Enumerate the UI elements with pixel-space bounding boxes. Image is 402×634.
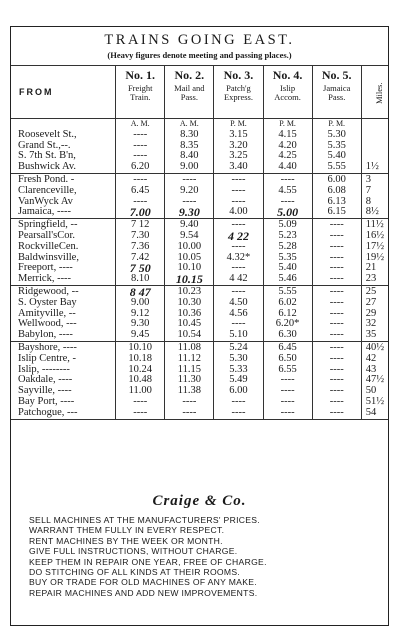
time-cell: 5.30: [312, 130, 361, 141]
train-header-5: [312, 66, 361, 119]
time-cell: ----: [116, 173, 165, 185]
time-cell: ----: [312, 341, 361, 353]
time-cell: 6.30: [263, 330, 312, 341]
time-cell: 8.40: [165, 151, 214, 162]
time-cell: ----: [214, 397, 263, 408]
time-cell: 9.54: [165, 231, 214, 242]
time-cell: ----: [312, 408, 361, 419]
train-type-line2: Accom.: [274, 92, 301, 102]
miles-cell: 17½: [361, 242, 388, 253]
time-cell: 3.15: [214, 130, 263, 141]
time-cell: 10.05: [165, 253, 214, 264]
time-cell: 6.50: [263, 354, 312, 365]
miles-cell: [361, 141, 388, 152]
time-cell: 5.09: [263, 219, 312, 231]
miles-cell: 23: [361, 274, 388, 285]
miles-cell: 11½: [361, 219, 388, 231]
miles-cell: 8½: [361, 207, 388, 218]
time-cell: ----: [263, 197, 312, 208]
miles-cell: 3: [361, 173, 388, 185]
train-type-line2: Pass.: [328, 92, 346, 102]
miles-cell: 8: [361, 197, 388, 208]
time-cell: 9.30: [116, 319, 165, 330]
time-cell: 5.35: [312, 141, 361, 152]
time-cell: ----: [263, 408, 312, 419]
time-cell: 10.48: [116, 375, 165, 386]
time-cell: ----: [116, 151, 165, 162]
time-cell: ----: [116, 397, 165, 408]
miles-cell: 1½: [361, 162, 388, 173]
train-number: No. 5.: [321, 68, 352, 82]
ampm-cell: P. M.: [263, 119, 312, 130]
time-cell: ----: [214, 408, 263, 419]
time-cell: 11.12: [165, 354, 214, 365]
time-cell: 3.40: [214, 162, 263, 173]
time-cell: 10.10: [165, 263, 214, 274]
miles-label: Miles.: [373, 82, 384, 104]
miles-cell: 50: [361, 386, 388, 397]
time-cell: ----: [116, 408, 165, 419]
station-name: Bushwick Av.: [18, 162, 77, 173]
miles-cell: 7: [361, 186, 388, 197]
time-cell: 11.08: [165, 341, 214, 353]
time-cell: 9.12: [116, 309, 165, 320]
train-type-line1: Patch'g: [226, 82, 251, 93]
time-cell: 5.40: [312, 151, 361, 162]
from-header: FROM: [11, 66, 116, 119]
timetable: [11, 65, 388, 420]
miles-cell: 40½: [361, 341, 388, 353]
time-cell: 5.46: [263, 274, 312, 285]
table-row: [11, 186, 388, 197]
time-cell: 7.36: [116, 242, 165, 253]
time-cell: 8.35: [165, 141, 214, 152]
table-row: [11, 274, 388, 285]
time-cell: ----: [214, 242, 263, 253]
time-cell: 5.55: [312, 162, 361, 173]
time-cell: 6.12: [263, 309, 312, 320]
time-cell: ----: [263, 173, 312, 185]
time-cell: 4 22: [214, 231, 263, 242]
advert-line: REPAIR MACHINES AND ADD NEW IMPROVEMENTS.: [29, 587, 258, 598]
train-header-2: [165, 66, 214, 119]
station-name: Oakdale, ----: [18, 375, 73, 386]
table-row: [11, 298, 388, 309]
station-name: Baldwinsville,: [18, 252, 79, 263]
page-subtitle: (Heavy figures denote meeting and passing places.): [107, 50, 292, 60]
train-header-4: [263, 66, 312, 119]
time-cell: ----: [263, 386, 312, 397]
time-cell: ----: [116, 141, 165, 152]
time-cell: 11.30: [165, 375, 214, 386]
time-cell: ----: [312, 263, 361, 274]
table-row: [11, 231, 388, 242]
time-cell: 6.00: [214, 386, 263, 397]
station-name: Grand St.,--.: [18, 140, 71, 151]
time-cell: 7.30: [116, 231, 165, 242]
table-row: [11, 341, 388, 353]
station-name: RockvilleCen.: [18, 241, 79, 252]
train-number: No. 3.: [223, 68, 254, 82]
miles-cell: 43: [361, 365, 388, 376]
time-cell: ----: [214, 173, 263, 185]
advert-line: KEEP THEM IN REPAIR ONE YEAR, FREE OF CHARGE.: [29, 556, 267, 567]
miles-header: [361, 66, 388, 119]
time-cell: 10.30: [165, 298, 214, 309]
advert-lines: [11, 515, 388, 598]
time-cell: ----: [214, 319, 263, 330]
time-cell: ----: [312, 298, 361, 309]
time-cell: 6.55: [263, 365, 312, 376]
time-cell: ----: [214, 285, 263, 297]
train-number: No. 4.: [272, 68, 303, 82]
station-name: Islip Centre, -: [18, 353, 77, 364]
time-cell: 8 47: [116, 285, 165, 297]
time-cell: 7 12: [116, 219, 165, 231]
time-cell: ----: [165, 173, 214, 185]
station-name: Pearsall'sCor.: [18, 230, 76, 241]
time-cell: ----: [312, 253, 361, 264]
advert-line: GIVE FULL INSTRUCTIONS, WITHOUT CHARGE.: [29, 546, 238, 557]
time-cell: 4 42: [214, 274, 263, 285]
time-cell: 3.20: [214, 141, 263, 152]
advert-line: RENT MACHINES BY THE WEEK OR MONTH.: [29, 535, 223, 546]
time-cell: 5.55: [263, 285, 312, 297]
time-cell: 6.45: [116, 186, 165, 197]
time-cell: 9.20: [165, 186, 214, 197]
table-row: [11, 219, 388, 231]
train-type-line1: Jamaica: [323, 82, 351, 93]
time-cell: ----: [214, 263, 263, 274]
time-cell: ----: [312, 319, 361, 330]
table-row: [11, 285, 388, 297]
time-cell: ----: [312, 285, 361, 297]
time-cell: ----: [312, 386, 361, 397]
train-number: No. 2.: [174, 68, 205, 82]
table-row: [11, 207, 388, 218]
time-cell: 5.24: [214, 341, 263, 353]
advert-line: BUY OR TRADE FOR OLD MACHINES OF ANY MAKE.: [29, 577, 257, 588]
miles-cell: 54: [361, 408, 388, 419]
time-cell: 9.40: [165, 219, 214, 231]
station-name: Springfield, --: [11, 219, 116, 231]
time-cell: ----: [165, 197, 214, 208]
time-cell: 11.00: [116, 386, 165, 397]
ampm-blank: [361, 119, 388, 130]
station-name: Islip, --------: [18, 364, 70, 375]
time-cell: 5.33: [214, 365, 263, 376]
table-row: [11, 197, 388, 208]
advertiser-name: Craige & Co.: [152, 493, 247, 509]
time-cell: 10.23: [165, 285, 214, 297]
station-name: VanWyck Av: [18, 196, 73, 207]
time-cell: 11.15: [165, 365, 214, 376]
time-cell: 5.00: [263, 207, 312, 218]
time-cell: ----: [214, 219, 263, 231]
station-name: Amityville, --: [18, 308, 76, 319]
ampm-blank: [11, 119, 116, 130]
time-cell: ----: [312, 231, 361, 242]
header-row: [11, 66, 388, 119]
time-cell: 6.20*: [263, 319, 312, 330]
time-cell: 8.30: [165, 130, 214, 141]
time-cell: 4.56: [214, 309, 263, 320]
time-cell: ----: [312, 330, 361, 341]
station-name: Freeport, ----: [18, 263, 73, 274]
time-cell: 5.49: [214, 375, 263, 386]
time-cell: 6.13: [312, 197, 361, 208]
ampm-cell: P. M.: [214, 119, 263, 130]
time-cell: 7 50: [116, 263, 165, 274]
train-type-line1: Islip: [280, 82, 296, 93]
time-cell: ----: [312, 354, 361, 365]
time-cell: 7.42: [116, 253, 165, 264]
train-type-line2: Train.: [130, 92, 151, 102]
time-cell: 4.50: [214, 298, 263, 309]
advert-line: DO STITCHING OF ALL KINDS AT THEIR ROOMS.: [29, 567, 241, 578]
time-cell: 4.00: [214, 207, 263, 218]
miles-cell: 32: [361, 319, 388, 330]
time-cell: 8.10: [116, 274, 165, 285]
train-header-3: [214, 66, 263, 119]
time-cell: 10.10: [116, 341, 165, 353]
ampm-cell: A. M.: [116, 119, 165, 130]
table-row: [11, 397, 388, 408]
miles-cell: 42: [361, 354, 388, 365]
table-row: [11, 375, 388, 386]
time-cell: 5.35: [263, 253, 312, 264]
page-title: TRAINS GOING EAST.: [104, 32, 295, 48]
table-row: [11, 365, 388, 376]
time-cell: 6.15: [312, 207, 361, 218]
advertisement: [11, 493, 388, 598]
ampm-cell: P. M.: [312, 119, 361, 130]
miles-cell: 47½: [361, 375, 388, 386]
time-cell: 5.28: [263, 242, 312, 253]
time-cell: 4.25: [263, 151, 312, 162]
table-row: [11, 151, 388, 162]
station-name: Babylon, ----: [18, 330, 73, 341]
ampm-cell: A. M.: [165, 119, 214, 130]
station-name: Bay Port, ----: [18, 396, 75, 407]
time-cell: 9.00: [116, 298, 165, 309]
table-row: [11, 242, 388, 253]
time-cell: ----: [312, 397, 361, 408]
time-cell: ----: [165, 408, 214, 419]
advert-line: SELL MACHINES AT THE MANUFACTURERS' PRICES.: [29, 515, 261, 525]
table-row: [11, 253, 388, 264]
time-cell: 9.45: [116, 330, 165, 341]
table-row: [11, 263, 388, 274]
table-row: [11, 173, 388, 185]
time-cell: ----: [312, 242, 361, 253]
station-name: S. 7th St. B'n,: [18, 151, 76, 162]
time-cell: 10.24: [116, 365, 165, 376]
time-cell: ----: [312, 219, 361, 231]
time-cell: 4.15: [263, 130, 312, 141]
time-cell: ----: [312, 365, 361, 376]
time-cell: 9.00: [165, 162, 214, 173]
time-cell: 4.40: [263, 162, 312, 173]
time-cell: 3.25: [214, 151, 263, 162]
table-row: [11, 309, 388, 320]
time-cell: 11.38: [165, 386, 214, 397]
station-name: Patchogue, ---: [11, 408, 116, 419]
miles-cell: 51½: [361, 397, 388, 408]
time-cell: 10.45: [165, 319, 214, 330]
time-cell: 5.40: [263, 263, 312, 274]
timetable-page: [10, 26, 389, 626]
train-type-line2: Express.: [223, 92, 253, 102]
time-cell: ----: [263, 397, 312, 408]
time-cell: 6.45: [263, 341, 312, 353]
train-number: No. 1.: [125, 68, 156, 82]
table-row: [11, 330, 388, 341]
miles-cell: 19½: [361, 253, 388, 264]
time-cell: ----: [165, 397, 214, 408]
time-cell: ----: [116, 130, 165, 141]
time-cell: 4.32*: [214, 253, 263, 264]
time-cell: ----: [116, 197, 165, 208]
time-cell: 5.30: [214, 354, 263, 365]
train-type-line1: Freight: [127, 82, 153, 93]
time-cell: 4.20: [263, 141, 312, 152]
time-cell: 6.08: [312, 186, 361, 197]
table-row: [11, 162, 388, 173]
time-cell: 6.20: [116, 162, 165, 173]
station-name: Jamaica, ----: [18, 207, 72, 218]
ampm-row: [11, 119, 388, 130]
time-cell: 10.00: [165, 242, 214, 253]
time-cell: ----: [214, 197, 263, 208]
miles-cell: 35: [361, 330, 388, 341]
time-cell: ----: [312, 375, 361, 386]
miles-cell: [361, 151, 388, 162]
table-row: [11, 141, 388, 152]
table-row: [11, 386, 388, 397]
time-cell: 10.36: [165, 309, 214, 320]
miles-cell: [361, 130, 388, 141]
time-cell: ----: [312, 274, 361, 285]
station-name: Sayville, ----: [18, 386, 72, 397]
miles-cell: 16½: [361, 231, 388, 242]
time-cell: 5.23: [263, 231, 312, 242]
station-name: Bayshore, ----: [11, 341, 116, 353]
train-header-1: [116, 66, 165, 119]
time-cell: 10.15: [165, 274, 214, 285]
timetable-body: [11, 119, 388, 420]
time-cell: ----: [312, 309, 361, 320]
table-row: [11, 354, 388, 365]
station-name: Clarenceville,: [18, 185, 77, 196]
table-row: [11, 130, 388, 141]
miles-cell: 25: [361, 285, 388, 297]
miles-cell: 21: [361, 263, 388, 274]
time-cell: 7.00: [116, 207, 165, 218]
miles-cell: 29: [361, 309, 388, 320]
miles-cell: 27: [361, 298, 388, 309]
station-name: Merrick, ----: [18, 274, 72, 285]
station-name: Roosevelt St.,: [18, 129, 77, 140]
time-cell: 4.55: [263, 186, 312, 197]
train-type-line2: Pass.: [180, 92, 198, 102]
time-cell: 6.00: [312, 173, 361, 185]
time-cell: 9.30: [165, 207, 214, 218]
station-name: Wellwood, ---: [18, 319, 77, 330]
time-cell: 5.10: [214, 330, 263, 341]
time-cell: 6.02: [263, 298, 312, 309]
time-cell: 10.54: [165, 330, 214, 341]
time-cell: 10.18: [116, 354, 165, 365]
station-name: Ridgewood, --: [11, 285, 116, 297]
table-row: [11, 319, 388, 330]
advert-line: WARRANT THEM FULLY IN EVERY RESPECT.: [29, 525, 225, 536]
time-cell: ----: [214, 186, 263, 197]
time-cell: ----: [263, 375, 312, 386]
table-row: [11, 408, 388, 419]
station-name: Fresh Pond. -: [11, 173, 116, 185]
station-name: S. Oyster Bay: [18, 297, 77, 308]
train-type-line1: Mail and: [174, 82, 205, 93]
